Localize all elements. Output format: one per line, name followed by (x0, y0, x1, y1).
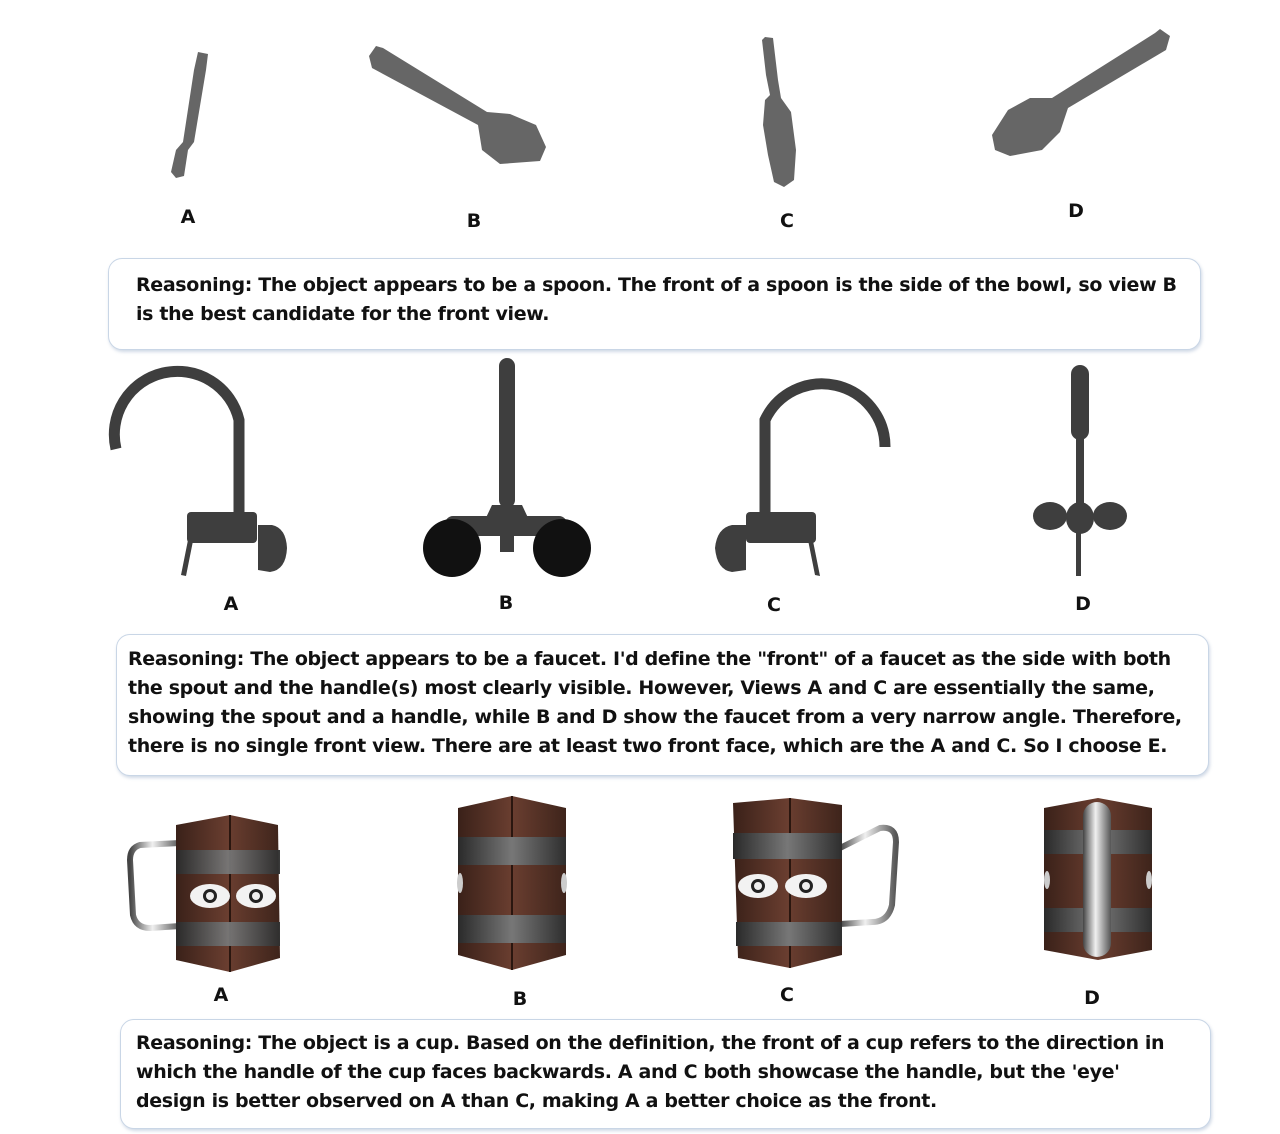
cup-label-c: C (780, 984, 794, 1006)
spoon-label-d: D (1068, 200, 1084, 222)
faucet-view-d (1025, 360, 1135, 582)
spoon-view-b (360, 40, 555, 170)
cup-reasoning-box (120, 1019, 1211, 1129)
spoon-label-a: A (180, 206, 196, 228)
faucet-reasoning-text: Reasoning: The object appears to be a faucet. I'd define the "front" of a faucet as the side with both the spout and the handle(s) most clearly visible. However, Views A and C are essentially the same, showing the spout and a handle, while B and D show the faucet from a very narrow angle. Therefore, there is no single front view. There are at least two front face, which are the A and C. So I choose E. (128, 648, 1182, 757)
spoon-view-c (750, 30, 810, 192)
cup-view-a (120, 810, 290, 975)
faucet-label-a: A (223, 593, 239, 615)
spoon-reasoning-box (108, 258, 1201, 350)
faucet-view-b (415, 352, 600, 582)
faucet-reasoning-box (116, 634, 1209, 776)
cup-view-b (450, 790, 575, 975)
faucet-view-a (100, 365, 300, 580)
cup-label-d: D (1084, 987, 1100, 1009)
cup-view-c (725, 795, 905, 970)
spoon-view-d (985, 25, 1175, 160)
spoon-label-c: C (780, 210, 794, 232)
cup-label-a: A (213, 984, 229, 1006)
cup-reasoning-text: Reasoning: The object is a cup. Based on the definition, the front of a cup refers to the direction in which the handle of the cup faces backwards. A and C both showcase the handle, but the 'eye' design is better observed on A than C, making A a better choice as the front. (136, 1032, 1165, 1112)
cup-view-d (1035, 795, 1160, 965)
faucet-view-c (710, 365, 900, 580)
cup-label-b: B (512, 988, 528, 1010)
spoon-reasoning-text: Reasoning: The object appears to be a spoon. The front of a spoon is the side of the bowl, so view B is the best candidate for the front view. (136, 274, 1177, 325)
faucet-label-d: D (1075, 593, 1091, 615)
spoon-view-a (160, 45, 220, 185)
spoon-label-b: B (466, 210, 482, 232)
faucet-label-c: C (767, 594, 781, 616)
faucet-label-b: B (498, 592, 514, 614)
